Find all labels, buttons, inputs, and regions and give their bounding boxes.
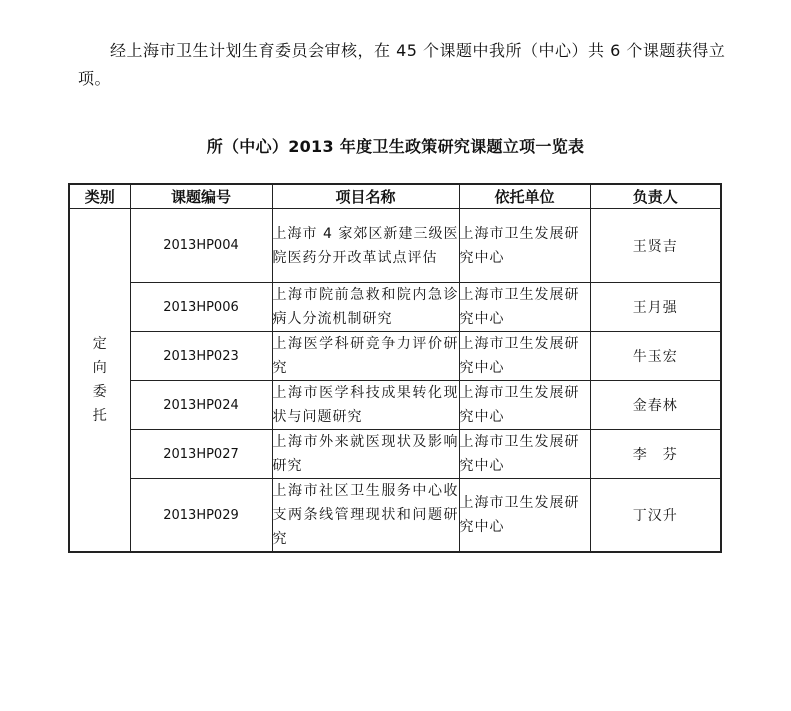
project-name-cell: 上海市 4 家郊区新建三级医院医药分开改革试点评估 bbox=[272, 209, 459, 283]
table-row bbox=[69, 332, 721, 381]
person-cell: 王贤吉 bbox=[590, 209, 721, 283]
header-code: 课题编号 bbox=[130, 184, 272, 209]
unit-cell: 上海市卫生发展研究中心 bbox=[459, 381, 590, 430]
project-table bbox=[68, 183, 722, 553]
table-row bbox=[69, 209, 721, 283]
table-row bbox=[69, 430, 721, 479]
unit-cell: 上海市卫生发展研究中心 bbox=[459, 209, 590, 283]
person-cell: 金春林 bbox=[590, 381, 721, 430]
person-cell: 牛玉宏 bbox=[590, 332, 721, 381]
table-row bbox=[69, 283, 721, 332]
header-category: 类别 bbox=[69, 184, 130, 209]
code-cell: 2013HP006 bbox=[130, 283, 272, 332]
table-header-row bbox=[69, 184, 721, 209]
unit-cell: 上海市卫生发展研究中心 bbox=[459, 332, 590, 381]
project-name-cell: 上海市社区卫生服务中心收支两条线管理现状和问题研究 bbox=[272, 479, 459, 553]
project-name-cell: 上海医学科研竞争力评价研究 bbox=[272, 332, 459, 381]
person-cell: 丁汉升 bbox=[590, 479, 721, 553]
code-cell: 2013HP024 bbox=[130, 381, 272, 430]
unit-cell: 上海市卫生发展研究中心 bbox=[459, 479, 590, 553]
header-unit: 依托单位 bbox=[459, 184, 590, 209]
table-row bbox=[69, 381, 721, 430]
project-name-cell: 上海市外来就医现状及影响研究 bbox=[272, 430, 459, 479]
table-title: 所（中心）2013 年度卫生政策研究课题立项一览表 bbox=[206, 137, 585, 156]
table-row bbox=[69, 479, 721, 553]
intro-paragraph: 经上海市卫生计划生育委员会审核，在 45 个课题中我所（中心）共 6 个课题获得立项。 bbox=[78, 41, 726, 88]
category-text: 定向委托 bbox=[92, 336, 107, 424]
header-project-name: 项目名称 bbox=[272, 184, 459, 209]
person-cell: 李 芬 bbox=[590, 430, 721, 479]
category-cell bbox=[69, 209, 130, 553]
code-cell: 2013HP027 bbox=[130, 430, 272, 479]
code-cell: 2013HP029 bbox=[130, 479, 272, 553]
project-name-cell: 上海市医学科技成果转化现状与问题研究 bbox=[272, 381, 459, 430]
unit-cell: 上海市卫生发展研究中心 bbox=[459, 283, 590, 332]
unit-cell: 上海市卫生发展研究中心 bbox=[459, 430, 590, 479]
person-cell: 王月强 bbox=[590, 283, 721, 332]
code-cell: 2013HP023 bbox=[130, 332, 272, 381]
code-cell: 2013HP004 bbox=[130, 209, 272, 283]
project-name-cell: 上海市院前急救和院内急诊病人分流机制研究 bbox=[272, 283, 459, 332]
header-person: 负责人 bbox=[590, 184, 721, 209]
